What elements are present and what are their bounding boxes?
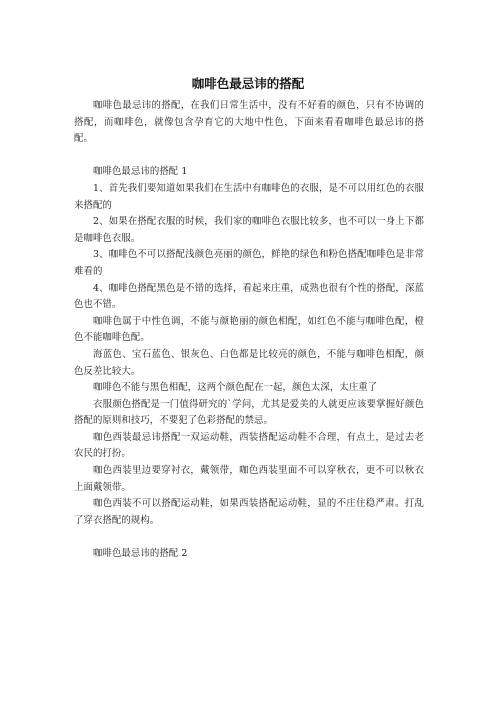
intro-paragraph: 咖啡色最忌讳的搭配，在我们日常生活中，没有不好看的颜色，只有不协调的搭配，而咖啡色，就像包含孕育它的大地中性色，下面来看看咖啡色最忌讳的搭配。 — [74, 100, 424, 145]
blank-line — [74, 529, 424, 546]
document-title: 咖啡色最忌讳的搭配 — [191, 76, 305, 91]
paragraph-5: 咖啡色属于中性色调，不能与颜艳丽的颜色相配，如红色不能与咖啡色配，橙色不能咖啡色配。 — [74, 315, 424, 344]
paragraph-6: 海蓝色、宝石蓝色、银灰色、白色都是比较亮的颜色，不能与咖啡色相配，颜色反差比较大。 — [74, 348, 424, 377]
paragraph-3: 3、咖啡色不可以搭配浅颜色亮丽的颜色，鲜艳的绿色和粉色搭配咖啡色是非常难看的 — [74, 249, 424, 277]
paragraph-10: 咖色西装里边要穿衬衣，戴领带，咖色西装里面不可以穿秋衣，更不可以秋衣上面戴领带。 — [74, 465, 424, 493]
paragraph-1: 1、首先我们要知道如果我们在生活中有咖啡色的衣服，是不可以用红色的衣服来搭配的 — [74, 182, 424, 211]
paragraph-8: 衣服颜色搭配是一门值得研究的`学问，尤其是爱美的人就更应该要掌握好颜色搭配的原则和技巧，不要犯了色彩搭配的禁忌。 — [74, 398, 424, 427]
document-body — [74, 98, 424, 563]
paragraph-4: 4、咖啡色搭配黑色是不错的选择，看起来庄重，成熟也很有个性的搭配，深蓝色也不错。 — [74, 282, 424, 311]
paragraph-9: 咖色西装最忌讳搭配一双运动鞋，西装搭配运动鞋不合理，有点土，是过去老农民的打扮。 — [74, 431, 424, 460]
section-heading-2: 咖啡色最忌讳的搭配 2 — [93, 548, 188, 560]
section-heading-1: 咖啡色最忌讳的搭配 1 — [93, 166, 188, 178]
blank-line — [74, 148, 424, 165]
paragraph-7: 咖啡色不能与黑色相配，这两个颜色配在一起，颜色太深，太庄重了 — [93, 382, 378, 394]
paragraph-2: 2、如果在搭配衣服的时候，我们家的咖啡色衣服比较多，也不可以一身上下都是咖啡色衣服。 — [74, 216, 424, 244]
paragraph-11: 咖色西装不可以搭配运动鞋，如果西装搭配运动鞋，显的不庄住稳严肃。打乱了穿衣搭配的规构。 — [74, 498, 424, 526]
